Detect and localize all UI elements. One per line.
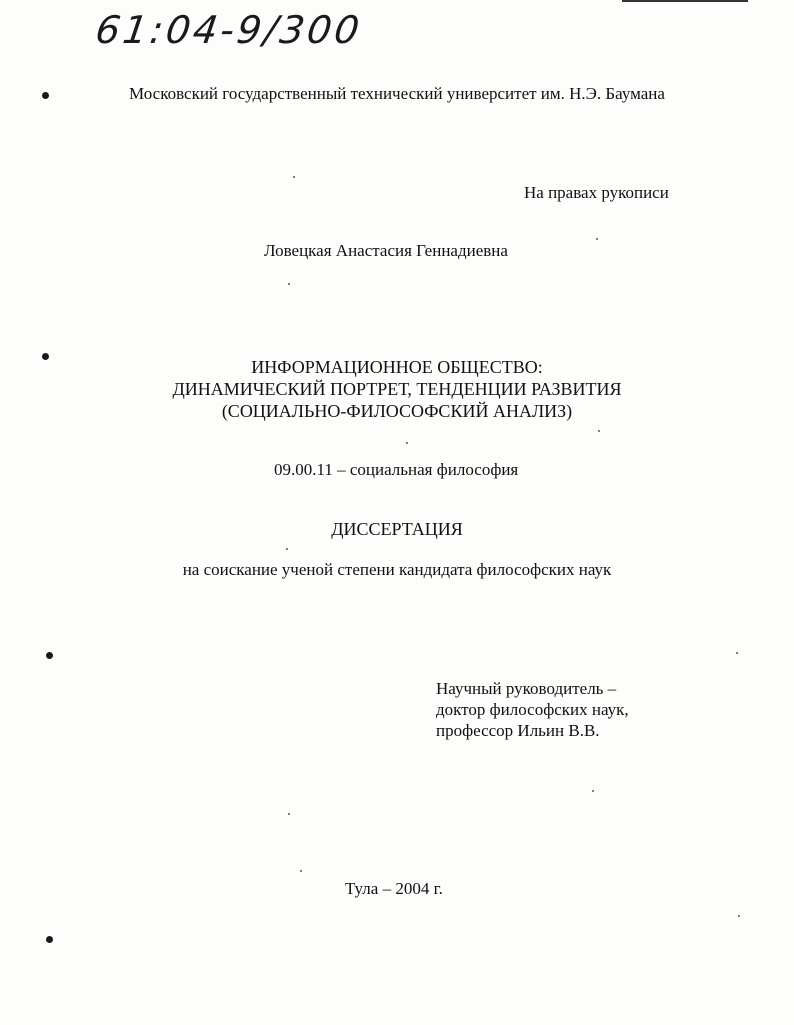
specialty-code: 09.00.11 – социальная философия [274, 460, 519, 479]
title-line-1: ИНФОРМАЦИОННОЕ ОБЩЕСТВО: [251, 357, 543, 377]
scan-speck [592, 790, 594, 792]
author-name: Ловецкая Анастасия Геннадиевна [264, 241, 508, 260]
scan-speck [406, 442, 408, 444]
manuscript-rights-note: На правах рукописи [524, 183, 669, 202]
scan-speck [736, 652, 738, 654]
scan-speck [288, 283, 290, 285]
scan-speck [300, 870, 302, 872]
university-name: Московский государственный технический университет им. Н.Э. Баумана [129, 84, 665, 103]
work-type-heading: ДИССЕРТАЦИЯ [331, 519, 463, 539]
binding-dot [46, 936, 53, 943]
degree-purpose: на соискание ученой степени кандидата философских наук [182, 560, 612, 579]
supervisor-block [436, 678, 629, 741]
dissertation-title [0, 356, 794, 422]
binding-dot [46, 652, 53, 659]
supervisor-line-3: профессор Ильин В.В. [436, 721, 600, 740]
scan-speck [596, 238, 598, 240]
supervisor-line-2: доктор философских наук, [436, 700, 629, 719]
scan-speck [293, 176, 295, 178]
city-and-year: Тула – 2004 г. [345, 879, 443, 898]
scan-speck [288, 813, 290, 815]
archive-number-handwritten: 61:04-9/300 [92, 8, 365, 52]
top-edge-mark [622, 0, 748, 2]
title-line-3: (СОЦИАЛЬНО-ФИЛОСОФСКИЙ АНАЛИЗ) [221, 401, 573, 421]
scan-speck [738, 915, 740, 917]
scan-speck [598, 430, 600, 432]
scan-speck [286, 548, 288, 550]
title-line-2: ДИНАМИЧЕСКИЙ ПОРТРЕТ, ТЕНДЕНЦИИ РАЗВИТИЯ [172, 379, 622, 399]
supervisor-line-1: Научный руководитель – [436, 679, 617, 698]
